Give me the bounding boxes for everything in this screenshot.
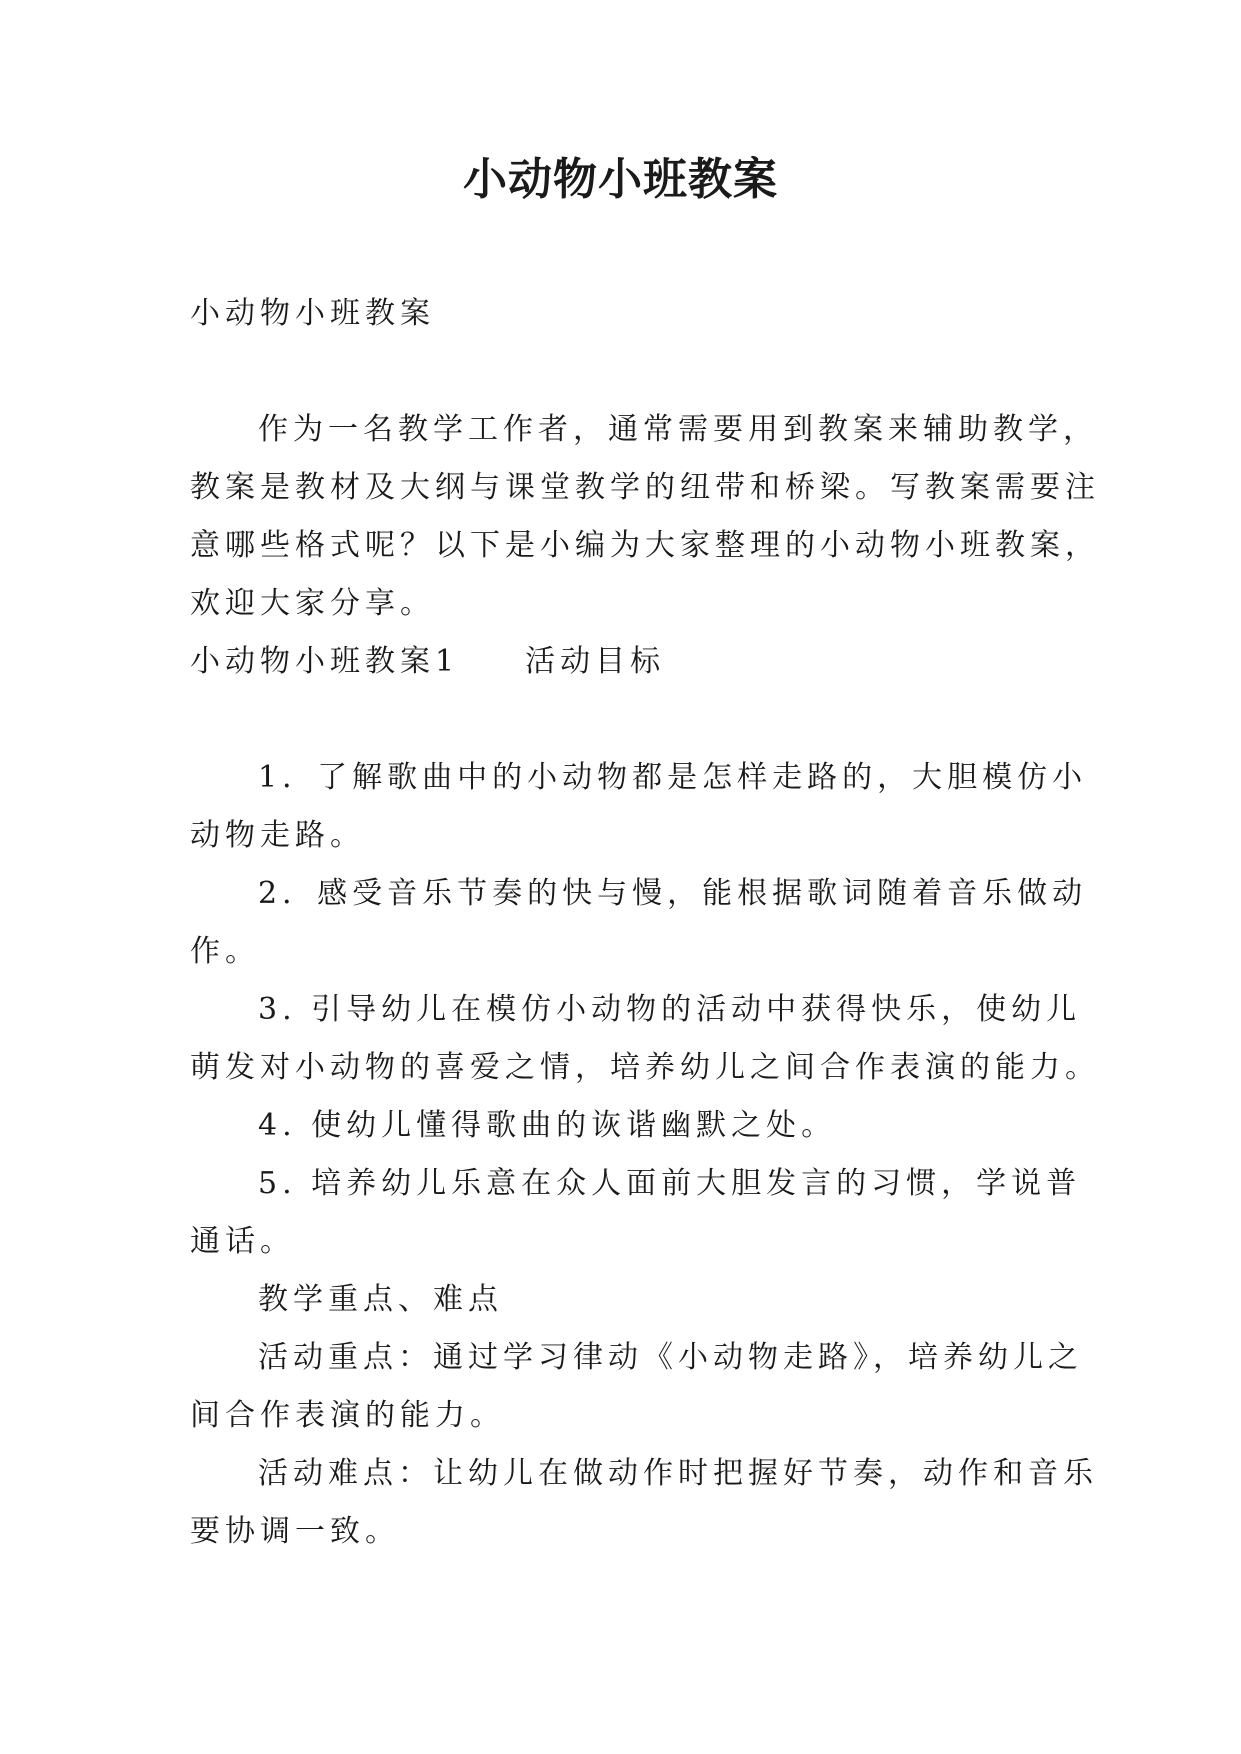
key-point-line: 活动重点：通过学习律动《小动物走路》，培养幼儿之 [258, 1340, 1083, 1375]
goal-line: 通话。 [190, 1224, 295, 1259]
spacer [190, 343, 1070, 401]
goal-line: 1．了解歌曲中的小动物都是怎样走路的，大胆模仿小 [258, 760, 1088, 795]
intro-line: 教案是教材及大纲与课堂教学的纽带和桥梁。写教案需要注 [190, 470, 1100, 505]
section-subheading: 活动目标 [525, 644, 666, 679]
intro-line: 欢迎大家分享。 [190, 586, 435, 621]
intro-line: 作为一名教学工作者，通常需要用到教案来辅助教学， [258, 412, 1098, 447]
goal-line: 动物走路。 [190, 818, 365, 853]
goal-line: 萌发对小动物的喜爱之情，培养幼儿之间合作表演的能力。 [190, 1050, 1100, 1085]
difficulty-line: 要协调一致。 [190, 1514, 400, 1549]
difficulty-line: 活动难点：让幼儿在做动作时把握好节奏，动作和音乐 [258, 1456, 1098, 1491]
goal-line: 4. 使幼儿懂得歌曲的诙谐幽默之处。 [258, 1108, 837, 1143]
section-heading-row [190, 633, 1070, 691]
key-point-line: 间合作表演的能力。 [190, 1398, 505, 1433]
goal-line: 5. 培养幼儿乐意在众人面前大胆发言的习惯，学说普 [258, 1166, 1082, 1201]
goal-line: 3. 引导幼儿在模仿小动物的活动中获得快乐，使幼儿 [258, 992, 1082, 1027]
document-title: 小动物小班教案 [463, 154, 778, 205]
intro-line: 意哪些格式呢？以下是小编为大家整理的小动物小班教案， [190, 528, 1100, 563]
section-heading: 小动物小班教案1 [190, 644, 460, 679]
document-body [190, 285, 1100, 1561]
key-points-heading: 教学重点、难点 [258, 1282, 503, 1317]
goal-line: 作。 [190, 934, 260, 969]
spacer [190, 691, 1070, 749]
document-subtitle: 小动物小班教案 [190, 296, 435, 331]
goal-line: 2．感受音乐节奏的快与慢，能根据歌词随着音乐做动 [258, 876, 1088, 911]
